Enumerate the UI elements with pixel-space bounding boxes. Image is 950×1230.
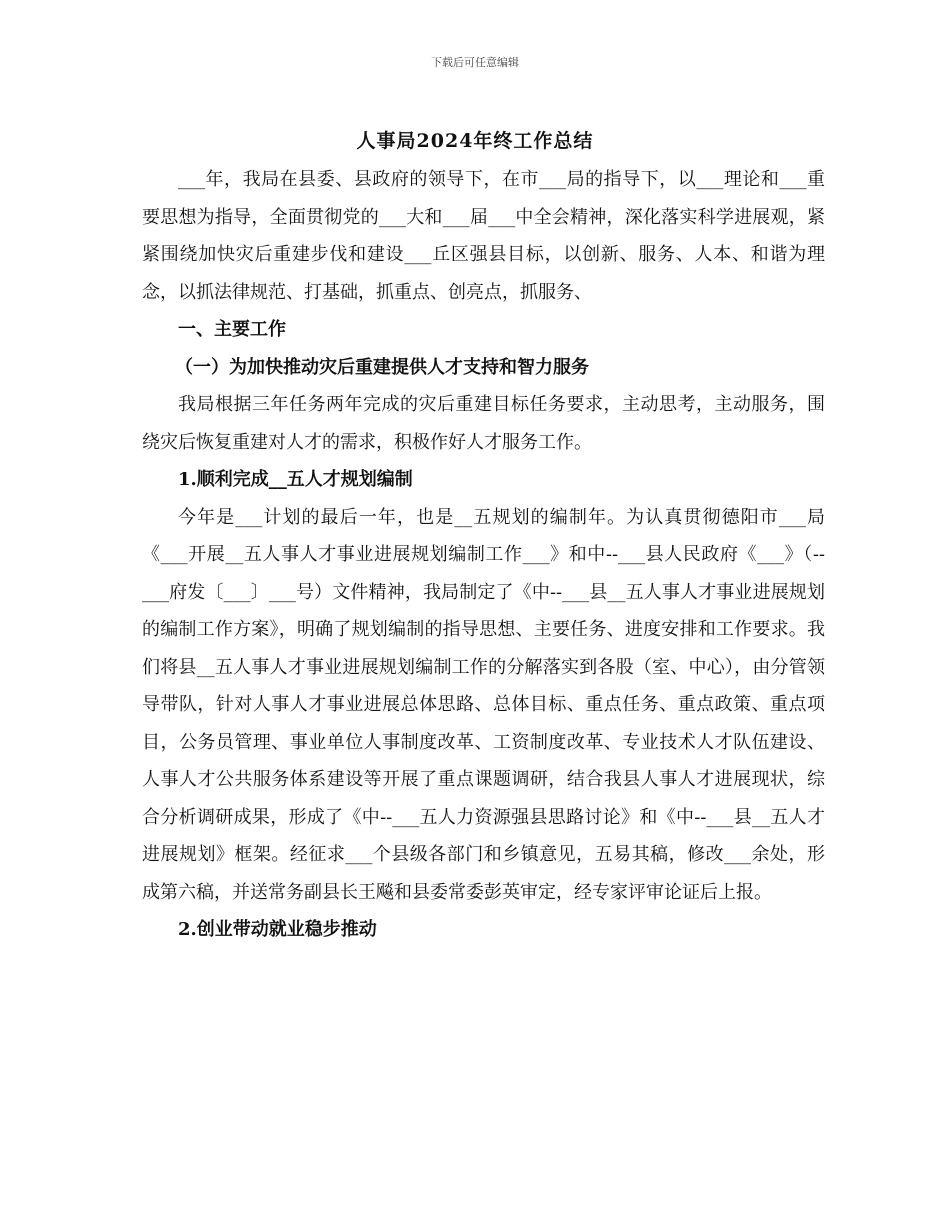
heading-section-1: （一）为加快推动灾后重建提供人才支持和智力服务: [175, 356, 589, 378]
heading-item-1: 1.顺利完成__五人才规划编制: [178, 469, 413, 490]
paragraph-section-1: 我局根据三年任务两年完成的灾后重建目标任务要求，主动思考，主动服务，围绕灾后恢复重建对人才的需求，积极作好人才服务工作。: [142, 394, 825, 453]
heading-main-work: 一、主要工作: [178, 319, 286, 340]
heading-item-2: 2.创业带动就业稳步推动: [178, 919, 377, 940]
document-title: 人事局2024年终工作总结: [356, 130, 594, 152]
header-note: 下载后可任意编辑: [431, 56, 519, 69]
paragraph-intro: ___年，我局在县委、县政府的领导下，在市___局的指导下，以___理论和___重要思想为指导，全面贯彻党的___大和___届___中全会精神，深化落实科学进展观，紧紧围绕加快灾后重建步伐和建设___丘区强县目标，以创新、服务、人本、和谐为理念，以抓法律规范、打基础，抓重点、创亮点，抓服务、: [142, 169, 825, 303]
paragraph-item-1: 今年是___计划的最后一年，也是__五规划的编制年。为认真贯彻德阳市___局《___开展__五人事人才事业进展规划编制工作___》和中--___县人民政府《___》（--___府发〔___〕___号）文件精神，我局制定了《中--___县__五人事人才事业进展规划的编制工作方案》，明确了规划编制的指导思想、主要任务、进度安排和工作要求。我们将县__五人事人才事业进展规划编制工作的分解落实到各股（室、中心），由分管领导带队，针对人事人才事业进展总体思路、总体目标、重点任务、重点政策、重点项目，公务员管理、事业单位人事制度改革、工资制度改革、专业技术人才队伍建设、人事人才公共服务体系建设等开展了重点课题调研，结合我县人事人才进展现状，综合分析调研成果，形成了《中--___五人力资源强县思路讨论》和《中--___县__五人才进展规划》框架。经征求___个县级各部门和乡镇意见，五易其稿，修改___余处，形成第六稿，并送常务副县长王飚和县委常委彭英审定，经专家评审论证后上报。: [142, 506, 825, 903]
document-body: [142, 161, 825, 949]
